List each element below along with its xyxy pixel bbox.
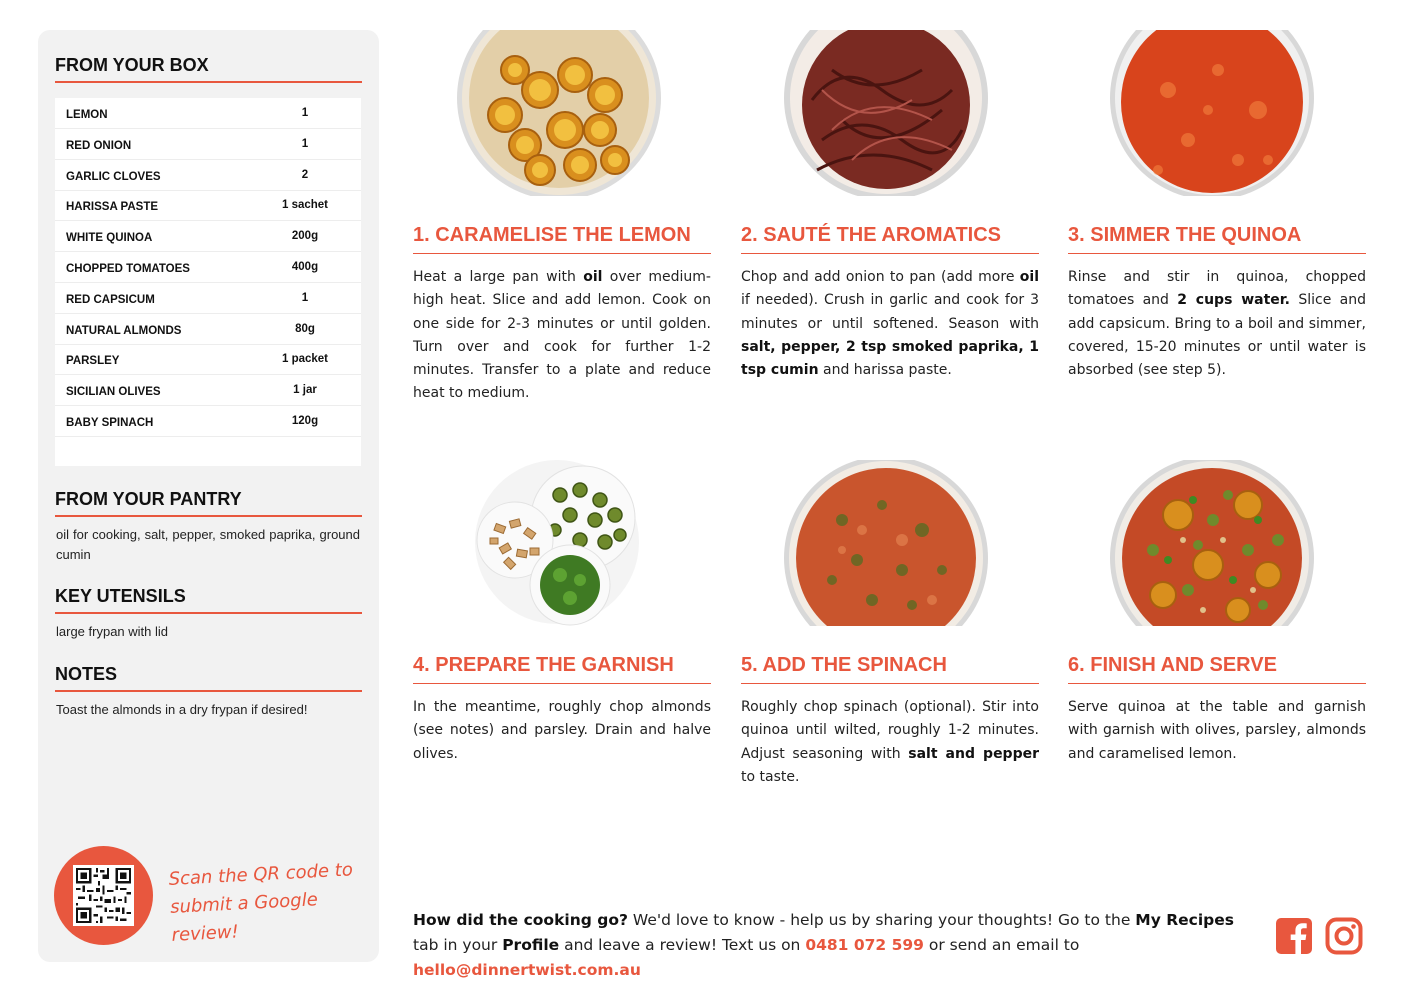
ingredient-row bbox=[55, 98, 361, 129]
step-1-image bbox=[455, 30, 663, 196]
step-5-image bbox=[782, 460, 990, 626]
step-text-bold: 2 cups water. bbox=[1177, 292, 1290, 309]
qr-caption bbox=[168, 856, 372, 950]
step-text-part: to taste. bbox=[741, 768, 800, 785]
step-1-title: 1. CARAMELISE THE LEMON bbox=[413, 224, 711, 254]
footer-text-2: tab in your bbox=[413, 936, 503, 954]
ingredient-row bbox=[55, 252, 361, 283]
ingredient-row bbox=[55, 190, 361, 221]
footer-text-3: and leave a review! Text us on bbox=[559, 936, 806, 954]
ingredient-row bbox=[55, 344, 361, 375]
step-text-part: if needed). Crush in garlic and cook for 3 minutes or until softened. Season with bbox=[741, 292, 1039, 332]
utensils-text: large frypan with lid bbox=[56, 624, 168, 639]
ingredient-row bbox=[55, 375, 361, 406]
footer-message bbox=[413, 908, 1263, 983]
step-text-part: Roughly chop spinach (optional). Stir into quinoa until wilted, roughly 1-2 minutes. Adjust seasoning with bbox=[741, 699, 1039, 762]
step-2-image bbox=[782, 30, 990, 196]
ingredient-list bbox=[55, 98, 361, 466]
ingredient-name: LEMON bbox=[66, 109, 108, 121]
footer-text-4: or send an email to bbox=[923, 936, 1080, 954]
step-3-text bbox=[1068, 266, 1366, 382]
ingredient-qty: 1 jar bbox=[293, 384, 317, 397]
sidebar bbox=[38, 30, 379, 962]
step-3-image bbox=[1108, 30, 1316, 196]
ingredient-qty: 80g bbox=[295, 322, 315, 335]
footer-text-1: We'd love to know - help us by sharing your thoughts! Go to the bbox=[627, 911, 1136, 929]
step-6-text bbox=[1068, 696, 1366, 766]
step-text-part: and harissa paste. bbox=[818, 362, 952, 379]
ingredient-row bbox=[55, 129, 361, 160]
step-4-title: 4. PREPARE THE GARNISH bbox=[413, 654, 711, 684]
step-2-title: 2. SAUTÉ THE AROMATICS bbox=[741, 224, 1039, 254]
qr-caption-line2: submit a Google review! bbox=[169, 889, 319, 946]
ingredient-qty: 1 sachet bbox=[281, 199, 329, 212]
ingredient-name: PARSLEY bbox=[66, 355, 120, 368]
notes-text: Toast the almonds in a dry frypan if desired! bbox=[56, 702, 308, 717]
ingredient-name: RED ONION bbox=[66, 139, 132, 152]
notes-title: NOTES bbox=[55, 664, 362, 692]
pantry-title: FROM YOUR PANTRY bbox=[55, 489, 362, 517]
ingredient-name: BABY SPINACH bbox=[66, 417, 154, 429]
step-text-part: Rinse and stir in quinoa, chopped tomatoes and bbox=[1068, 269, 1366, 309]
step-4-text bbox=[413, 696, 711, 766]
step-text-part: over medium-high heat. Slice and add lemon. Cook on one side for 2-3 minutes or until golden. Turn over and cook for further 1-2 minutes. Transfer to a plate and reduce heat to medium. bbox=[413, 269, 711, 402]
footer-question: How did the cooking go? bbox=[413, 911, 628, 929]
ingredient-qty: 1 bbox=[301, 291, 309, 304]
phone-link[interactable]: 0481 072 599 bbox=[805, 936, 924, 954]
box-title: FROM YOUR BOX bbox=[55, 55, 362, 83]
qr-code-icon[interactable] bbox=[73, 865, 134, 926]
ingredient-name: NATURAL ALMONDS bbox=[66, 324, 182, 337]
profile-label: Profile bbox=[502, 936, 560, 954]
ingredient-row bbox=[55, 314, 361, 345]
ingredient-qty: 2 bbox=[301, 168, 309, 181]
step-3-title: 3. SIMMER THE QUINOA bbox=[1068, 224, 1366, 254]
step-text-part: Chop and add onion to pan (add more bbox=[741, 269, 1020, 285]
ingredient-name: CHOPPED TOMATOES bbox=[66, 263, 190, 275]
step-text-part: Slice and add capsicum. Bring to a boil and simmer, covered, 15-20 minutes or until water is absorbed (see step 5). bbox=[1068, 292, 1366, 379]
step-text-bold: salt, pepper, 2 tsp smoked paprika, 1 tsp cumin bbox=[741, 338, 1039, 379]
email-link[interactable]: hello@dinnertwist.com.au bbox=[413, 961, 641, 979]
ingredient-qty: 1 bbox=[301, 107, 309, 119]
ingredient-name: HARISSA PASTE bbox=[66, 201, 159, 214]
ingredient-qty: 120g bbox=[291, 415, 319, 427]
ingredient-name: WHITE QUINOA bbox=[66, 232, 153, 245]
my-recipes-label: My Recipes bbox=[1135, 911, 1234, 929]
ingredient-name: GARLIC CLOVES bbox=[66, 170, 161, 183]
step-text-part: Serve quinoa at the table and garnish with garnish with olives, parsley, almonds and caramelised lemon. bbox=[1068, 699, 1366, 762]
ingredient-name: SICILIAN OLIVES bbox=[66, 386, 161, 399]
step-text-part: Heat a large pan with bbox=[413, 269, 584, 285]
step-6-image bbox=[1108, 460, 1316, 626]
qr-caption-line1: Scan the QR code to bbox=[168, 859, 354, 890]
step-5-title: 5. ADD THE SPINACH bbox=[741, 654, 1039, 684]
ingredient-qty: 1 bbox=[301, 137, 309, 150]
step-6-title: 6. FINISH AND SERVE bbox=[1068, 654, 1366, 684]
step-4-image bbox=[455, 460, 663, 626]
step-1-text bbox=[413, 266, 711, 406]
facebook-icon[interactable] bbox=[1275, 917, 1313, 955]
ingredient-row bbox=[55, 406, 361, 437]
step-2-text bbox=[741, 266, 1039, 382]
ingredient-name: RED CAPSICUM bbox=[66, 293, 155, 306]
qr-badge[interactable] bbox=[54, 846, 153, 945]
ingredient-qty: 400g bbox=[291, 261, 319, 273]
ingredient-row bbox=[55, 283, 361, 314]
ingredient-qty: 200g bbox=[291, 230, 319, 243]
step-text-bold: oil bbox=[1019, 269, 1039, 285]
instagram-icon[interactable] bbox=[1325, 917, 1363, 955]
ingredient-row bbox=[55, 221, 361, 252]
step-text-part: In the meantime, roughly chop almonds (see notes) and parsley. Drain and halve olives. bbox=[413, 699, 711, 762]
step-text-bold: oil bbox=[583, 269, 603, 285]
step-5-text bbox=[741, 696, 1039, 789]
ingredient-row bbox=[55, 160, 361, 191]
step-text-bold: salt and pepper bbox=[908, 745, 1040, 762]
ingredient-qty: 1 packet bbox=[281, 353, 329, 366]
utensils-title: KEY UTENSILS bbox=[55, 586, 362, 614]
pantry-text: oil for cooking, salt, pepper, smoked paprika, ground cumin bbox=[56, 527, 360, 562]
